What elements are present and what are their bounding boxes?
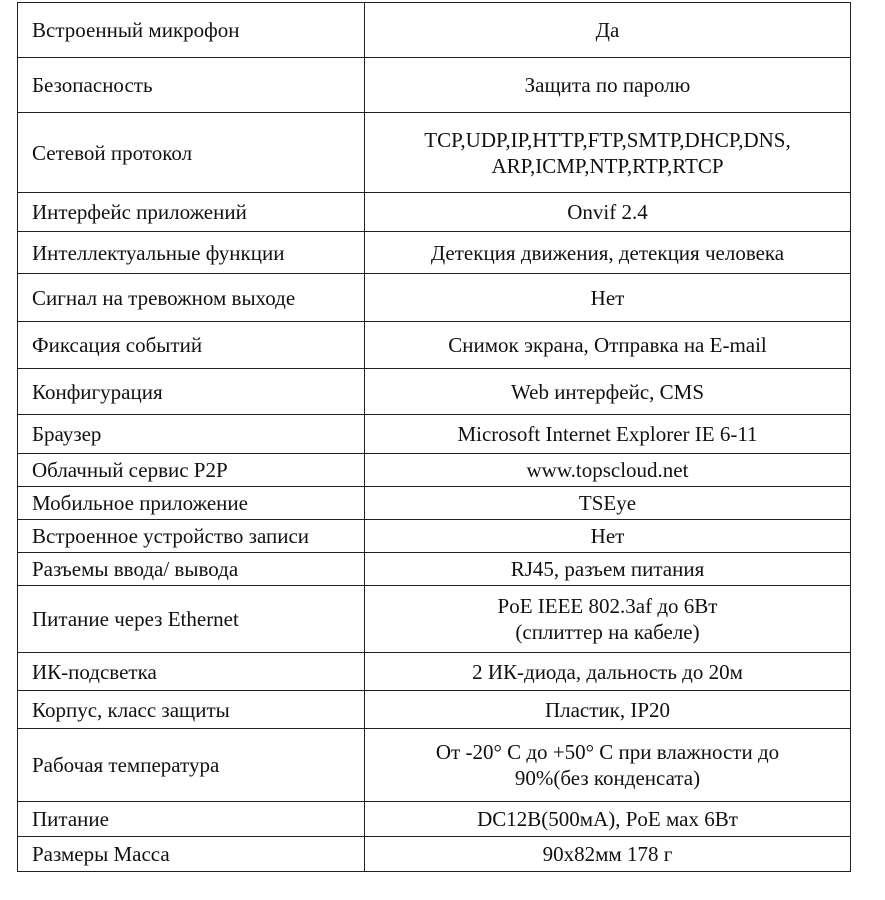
table-row <box>18 520 851 553</box>
table-row <box>18 487 851 520</box>
spec-value: Детекция движения, детекция человека <box>365 232 851 274</box>
spec-value: Защита по паролю <box>365 58 851 113</box>
spec-label: Конфигурация <box>18 369 365 415</box>
spec-value: От -20° C до +50° C при влажности до 90%(без конденсата) <box>365 729 851 802</box>
spec-value: Нет <box>365 520 851 553</box>
table-row <box>18 3 851 58</box>
spec-value: Да <box>365 3 851 58</box>
spec-label: Мобильное приложение <box>18 487 365 520</box>
spec-value: 90х82мм 178 г <box>365 837 851 872</box>
spec-value: Пластик, IP20 <box>365 691 851 729</box>
spec-label: Корпус, класс защиты <box>18 691 365 729</box>
spec-label: Облачный сервис P2P <box>18 454 365 487</box>
spec-value: Microsoft Internet Explorer IE 6-11 <box>365 415 851 454</box>
spec-value: Нет <box>365 274 851 322</box>
spec-label: Рабочая температура <box>18 729 365 802</box>
spec-value: Снимок экрана, Отправка на E-mail <box>365 322 851 369</box>
table-row <box>18 586 851 653</box>
table-row <box>18 415 851 454</box>
spec-label: Питание через Ethernet <box>18 586 365 653</box>
spec-label: Разъемы ввода/ вывода <box>18 553 365 586</box>
spec-label: Встроенный микрофон <box>18 3 365 58</box>
table-row <box>18 58 851 113</box>
spec-value: RJ45, разъем питания <box>365 553 851 586</box>
table-row <box>18 113 851 193</box>
table-row <box>18 454 851 487</box>
spec-label: Сетевой протокол <box>18 113 365 193</box>
table-row <box>18 729 851 802</box>
spec-value: Onvif 2.4 <box>365 193 851 232</box>
spec-label: Интерфейс приложений <box>18 193 365 232</box>
specifications-table <box>17 2 851 872</box>
spec-label: Фиксация событий <box>18 322 365 369</box>
spec-value: TCP,UDP,IP,HTTP,FTP,SMTP,DHCP,DNS, ARP,ICMP,NTP,RTP,RTCP <box>365 113 851 193</box>
spec-label: Размеры Масса <box>18 837 365 872</box>
table-row <box>18 837 851 872</box>
spec-label: Безопасность <box>18 58 365 113</box>
table-row <box>18 193 851 232</box>
spec-value: www.topscloud.net <box>365 454 851 487</box>
spec-value: TSEye <box>365 487 851 520</box>
spec-label: Встроенное устройство записи <box>18 520 365 553</box>
spec-value: 2 ИК-диода, дальность до 20м <box>365 653 851 691</box>
spec-value: PoE IEEE 802.3af до 6Вт (сплиттер на кабеле) <box>365 586 851 653</box>
spec-value: DC12В(500мА), PoE мах 6Вт <box>365 802 851 837</box>
spec-value: Web интерфейс, CMS <box>365 369 851 415</box>
table-row <box>18 322 851 369</box>
table-row <box>18 232 851 274</box>
table-row <box>18 653 851 691</box>
spec-label: Питание <box>18 802 365 837</box>
spec-label: Сигнал на тревожном выходе <box>18 274 365 322</box>
table-row <box>18 691 851 729</box>
table-row <box>18 553 851 586</box>
table-row <box>18 274 851 322</box>
spec-label: Интеллектуальные функции <box>18 232 365 274</box>
spec-label: Браузер <box>18 415 365 454</box>
table-row <box>18 802 851 837</box>
spec-label: ИК-подсветка <box>18 653 365 691</box>
table-row <box>18 369 851 415</box>
